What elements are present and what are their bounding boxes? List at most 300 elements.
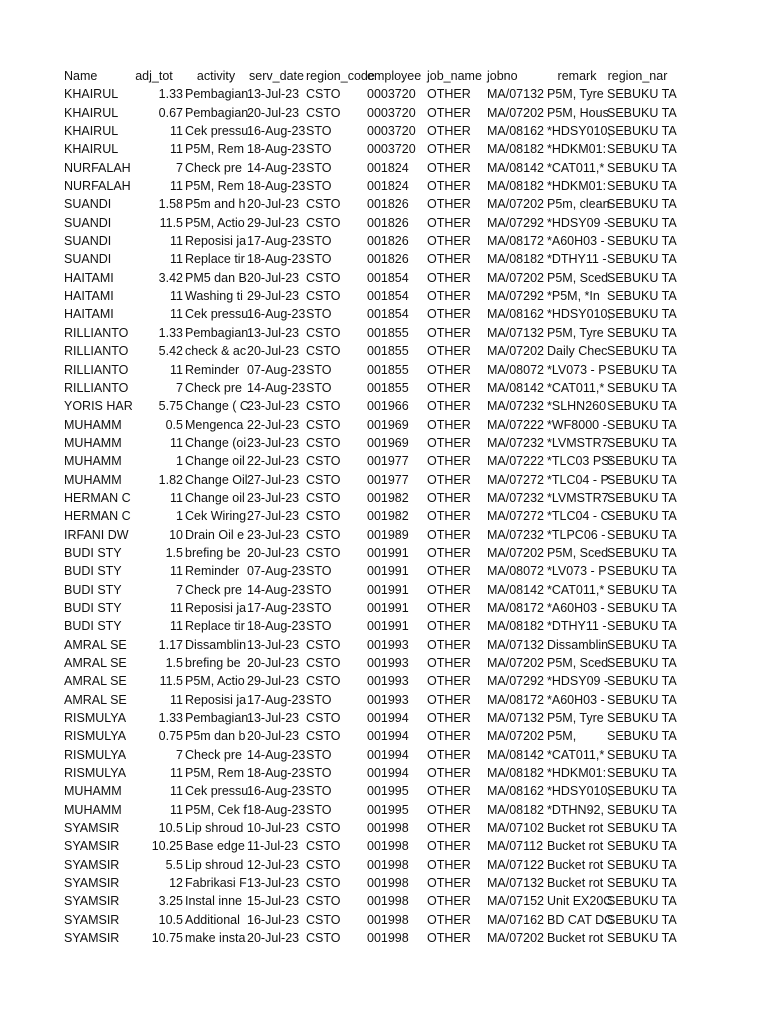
activity-cell[interactable]: Mengenca xyxy=(185,417,244,432)
activity-cell[interactable]: Change ( C xyxy=(185,399,249,414)
employee-cell[interactable]: 001982 xyxy=(367,509,409,524)
remark-cell[interactable]: *HDSY010, xyxy=(547,124,611,139)
adj-tot-cell[interactable]: 1.58 xyxy=(158,197,183,212)
remark-cell[interactable]: P5M, xyxy=(547,729,577,744)
name-cell[interactable]: RILLIANTO xyxy=(64,362,129,377)
name-cell[interactable]: AMRAL SE xyxy=(64,674,127,689)
job-name-cell[interactable]: OTHER xyxy=(427,325,471,340)
region-code-cell[interactable]: STO xyxy=(306,179,332,194)
employee-cell[interactable]: 001998 xyxy=(367,894,409,909)
region-code-cell[interactable]: CSTO xyxy=(306,472,341,487)
jobno-cell[interactable]: MA/07162 xyxy=(487,912,544,927)
employee-cell[interactable]: 001998 xyxy=(367,876,409,891)
jobno-cell[interactable]: MA/07292 xyxy=(487,215,544,230)
activity-cell[interactable]: Change (oi xyxy=(185,435,247,450)
region-name-cell[interactable]: SEBUKU TA xyxy=(607,582,677,597)
employee-cell[interactable]: 001991 xyxy=(367,545,409,560)
region-code-cell[interactable]: CSTO xyxy=(306,857,341,872)
serv-date-cell[interactable]: 16-Aug-23 xyxy=(247,124,306,139)
serv-date-cell[interactable]: 18-Aug-23 xyxy=(247,766,306,781)
jobno-cell[interactable]: MA/08072 xyxy=(487,564,544,579)
serv-date-cell[interactable]: 20-Jul-23 xyxy=(247,656,300,670)
activity-cell[interactable]: Base edge xyxy=(185,839,245,854)
activity-cell[interactable]: make insta xyxy=(185,931,246,946)
region-name-cell[interactable]: SEBUKU TA xyxy=(607,839,677,854)
adj-tot-cell[interactable]: 11 xyxy=(170,307,183,322)
name-cell[interactable]: IRFANI DW xyxy=(64,527,129,542)
activity-cell[interactable]: Change oil xyxy=(185,490,245,505)
adj-tot-cell[interactable]: 11 xyxy=(170,252,183,267)
serv-date-cell[interactable]: 13-Jul-23 xyxy=(247,711,300,726)
jobno-cell[interactable]: MA/07232 xyxy=(487,490,544,505)
remark-cell[interactable]: Bucket rot xyxy=(547,931,604,946)
adj-tot-cell[interactable]: 3.42 xyxy=(158,270,183,285)
name-cell[interactable]: SUANDI xyxy=(64,197,112,212)
region-code-cell[interactable]: CSTO xyxy=(306,344,341,359)
adj-tot-cell[interactable]: 7 xyxy=(176,380,183,395)
region-code-cell[interactable]: CSTO xyxy=(306,545,341,560)
jobno-cell[interactable]: MA/07112 xyxy=(487,839,544,854)
job-name-cell[interactable]: OTHER xyxy=(427,490,471,505)
region-name-cell[interactable]: SEBUKU TA xyxy=(607,802,677,817)
employee-cell[interactable]: 001993 xyxy=(367,637,409,652)
remark-cell[interactable]: *P5M, *In xyxy=(547,289,600,304)
serv-date-cell[interactable]: 20-Jul-23 xyxy=(247,344,300,359)
name-cell[interactable]: MUHAMM xyxy=(64,435,122,450)
jobno-cell[interactable]: MA/08182 xyxy=(487,142,544,157)
adj-tot-cell[interactable]: 3.25 xyxy=(158,894,183,909)
region-code-cell[interactable]: CSTO xyxy=(306,289,341,304)
region-code-cell[interactable]: CSTO xyxy=(306,197,341,212)
job-name-cell[interactable]: OTHER xyxy=(427,142,471,157)
remark-cell[interactable]: *LVMSTR7 xyxy=(547,490,609,505)
adj-tot-cell[interactable]: 11 xyxy=(170,124,183,139)
jobno-cell[interactable]: MA/07232 xyxy=(487,435,544,450)
remark-cell[interactable]: *HDSY010, xyxy=(547,307,611,322)
job-name-cell[interactable]: OTHER xyxy=(427,729,471,744)
remark-cell[interactable]: Dissamblin xyxy=(547,637,609,652)
adj-tot-cell[interactable]: 12 xyxy=(169,876,183,891)
jobno-cell[interactable]: MA/08182 xyxy=(487,802,544,817)
region-code-cell[interactable]: STO xyxy=(306,307,332,322)
name-cell[interactable]: AMRAL SE xyxy=(64,637,127,652)
serv-date-cell[interactable]: 12-Jul-23 xyxy=(247,857,300,872)
activity-cell[interactable]: brefing be xyxy=(185,656,241,670)
region-code-cell[interactable]: CSTO xyxy=(306,894,341,909)
remark-cell[interactable]: *TLC04 - P xyxy=(547,472,609,487)
activity-cell[interactable]: brefing be xyxy=(185,545,241,560)
name-cell[interactable]: BUDI STY xyxy=(64,600,122,615)
jobno-cell[interactable]: MA/08072 xyxy=(487,362,544,377)
column-header-remark[interactable]: remark xyxy=(557,69,597,83)
region-code-cell[interactable]: CSTO xyxy=(306,435,341,450)
remark-cell[interactable]: *HDKM01: xyxy=(547,179,607,194)
region-name-cell[interactable]: SEBUKU TA xyxy=(607,270,677,285)
employee-cell[interactable]: 001824 xyxy=(367,179,409,194)
column-header-employee[interactable]: employee xyxy=(367,69,422,83)
jobno-cell[interactable]: MA/07202 xyxy=(487,931,544,946)
activity-cell[interactable]: Reposisi ja xyxy=(185,600,247,615)
activity-cell[interactable]: Additional xyxy=(185,912,240,927)
region-name-cell[interactable]: SEBUKU TA xyxy=(607,417,677,432)
serv-date-cell[interactable]: 10-Jul-23 xyxy=(247,821,300,836)
jobno-cell[interactable]: MA/07122 xyxy=(487,857,544,872)
job-name-cell[interactable]: OTHER xyxy=(427,545,471,560)
remark-cell[interactable]: *CAT011,* xyxy=(547,582,605,597)
job-name-cell[interactable]: OTHER xyxy=(427,600,471,615)
job-name-cell[interactable]: OTHER xyxy=(427,656,471,670)
jobno-cell[interactable]: MA/08142 xyxy=(487,582,544,597)
remark-cell[interactable]: *HDSY010, xyxy=(547,784,611,799)
jobno-cell[interactable]: MA/08182 xyxy=(487,179,544,194)
serv-date-cell[interactable]: 20-Jul-23 xyxy=(247,931,300,946)
adj-tot-cell[interactable]: 11 xyxy=(170,362,183,377)
remark-cell[interactable]: *CAT011,* xyxy=(547,747,605,762)
name-cell[interactable]: HERMAN C xyxy=(64,509,131,524)
region-code-cell[interactable]: CSTO xyxy=(306,417,341,432)
serv-date-cell[interactable]: 23-Jul-23 xyxy=(247,399,300,414)
employee-cell[interactable]: 001991 xyxy=(367,619,409,634)
employee-cell[interactable]: 001855 xyxy=(367,380,409,395)
job-name-cell[interactable]: OTHER xyxy=(427,857,471,872)
region-name-cell[interactable]: SEBUKU TA xyxy=(607,857,677,872)
job-name-cell[interactable]: OTHER xyxy=(427,619,471,634)
jobno-cell[interactable]: MA/08162 xyxy=(487,784,544,799)
employee-cell[interactable]: 001969 xyxy=(367,417,409,432)
adj-tot-cell[interactable]: 11 xyxy=(170,692,183,707)
name-cell[interactable]: RILLIANTO xyxy=(64,344,129,359)
job-name-cell[interactable]: OTHER xyxy=(427,692,471,707)
region-name-cell[interactable]: SEBUKU TA xyxy=(607,931,677,946)
activity-cell[interactable]: P5M, Rem xyxy=(185,766,245,781)
region-name-cell[interactable]: SEBUKU TA xyxy=(607,472,677,487)
region-name-cell[interactable]: SEBUKU TA xyxy=(607,564,677,579)
job-name-cell[interactable]: OTHER xyxy=(427,821,471,836)
jobno-cell[interactable]: MA/07152 xyxy=(487,894,544,909)
job-name-cell[interactable]: OTHER xyxy=(427,179,471,194)
activity-cell[interactable]: Replace tir xyxy=(185,252,245,267)
region-code-cell[interactable]: CSTO xyxy=(306,87,341,102)
jobno-cell[interactable]: MA/08182 xyxy=(487,252,544,267)
jobno-cell[interactable]: MA/07132 xyxy=(487,876,544,891)
name-cell[interactable]: SYAMSIR xyxy=(64,876,120,891)
employee-cell[interactable]: 001998 xyxy=(367,857,409,872)
job-name-cell[interactable]: OTHER xyxy=(427,307,471,322)
column-header-name[interactable]: Name xyxy=(64,69,98,83)
region-name-cell[interactable]: SEBUKU TA xyxy=(607,380,677,395)
region-name-cell[interactable]: SEBUKU TA xyxy=(607,894,677,909)
adj-tot-cell[interactable]: 1.17 xyxy=(158,637,183,652)
adj-tot-cell[interactable]: 1.33 xyxy=(158,711,183,726)
remark-cell[interactable]: Bucket rot xyxy=(547,821,604,836)
name-cell[interactable]: KHAIRUL xyxy=(64,142,119,157)
region-name-cell[interactable]: SEBUKU TA xyxy=(607,252,677,267)
jobno-cell[interactable]: MA/07292 xyxy=(487,674,544,689)
serv-date-cell[interactable]: 22-Jul-23 xyxy=(247,454,300,469)
remark-cell[interactable]: P5M, Tyre xyxy=(547,87,604,102)
region-name-cell[interactable]: SEBUKU TA xyxy=(607,344,677,359)
activity-cell[interactable]: Check pre xyxy=(185,582,242,597)
employee-cell[interactable]: 001998 xyxy=(367,912,409,927)
activity-cell[interactable]: Pembagian xyxy=(185,105,249,120)
adj-tot-cell[interactable]: 11 xyxy=(170,179,183,194)
serv-date-cell[interactable]: 13-Jul-23 xyxy=(247,325,300,340)
name-cell[interactable]: SYAMSIR xyxy=(64,857,120,872)
serv-date-cell[interactable]: 16-Jul-23 xyxy=(247,912,300,927)
serv-date-cell[interactable]: 16-Aug-23 xyxy=(247,784,306,799)
adj-tot-cell[interactable]: 10 xyxy=(169,527,183,542)
name-cell[interactable]: RISMULYA xyxy=(64,711,127,726)
adj-tot-cell[interactable]: 5.75 xyxy=(158,399,183,414)
name-cell[interactable]: SYAMSIR xyxy=(64,821,120,836)
serv-date-cell[interactable]: 18-Aug-23 xyxy=(247,619,306,634)
job-name-cell[interactable]: OTHER xyxy=(427,270,471,285)
serv-date-cell[interactable]: 07-Aug-23 xyxy=(247,362,306,377)
remark-cell[interactable]: Unit EX20C xyxy=(547,894,613,909)
region-name-cell[interactable]: SEBUKU TA xyxy=(607,545,677,560)
region-name-cell[interactable]: SEBUKU TA xyxy=(607,619,677,634)
employee-cell[interactable]: 001826 xyxy=(367,215,409,230)
remark-cell[interactable]: BD CAT DC xyxy=(547,912,614,927)
serv-date-cell[interactable]: 17-Aug-23 xyxy=(247,234,306,249)
serv-date-cell[interactable]: 14-Aug-23 xyxy=(247,582,306,597)
remark-cell[interactable]: P5M, Sced xyxy=(547,545,609,560)
region-code-cell[interactable]: CSTO xyxy=(306,839,341,854)
job-name-cell[interactable]: OTHER xyxy=(427,87,471,102)
adj-tot-cell[interactable]: 11 xyxy=(170,784,183,799)
jobno-cell[interactable]: MA/07202 xyxy=(487,105,544,120)
job-name-cell[interactable]: OTHER xyxy=(427,784,471,799)
region-name-cell[interactable]: SEBUKU TA xyxy=(607,692,677,707)
region-code-cell[interactable]: CSTO xyxy=(306,912,341,927)
activity-cell[interactable]: P5M, Actio xyxy=(185,215,245,230)
remark-cell[interactable]: P5M, Tyre xyxy=(547,711,604,726)
remark-cell[interactable]: Bucket rot xyxy=(547,839,604,854)
name-cell[interactable]: BUDI STY xyxy=(64,582,122,597)
employee-cell[interactable]: 001998 xyxy=(367,821,409,836)
region-code-cell[interactable]: CSTO xyxy=(306,215,341,230)
name-cell[interactable]: RILLIANTO xyxy=(64,325,129,340)
employee-cell[interactable]: 001998 xyxy=(367,931,409,946)
remark-cell[interactable]: *TLC04 - C xyxy=(547,509,610,524)
name-cell[interactable]: MUHAMM xyxy=(64,784,122,799)
serv-date-cell[interactable]: 27-Jul-23 xyxy=(247,509,300,524)
region-code-cell[interactable]: CSTO xyxy=(306,729,341,744)
name-cell[interactable]: SYAMSIR xyxy=(64,931,120,946)
employee-cell[interactable]: 0003720 xyxy=(367,124,416,139)
remark-cell[interactable]: *SLHN260 xyxy=(547,399,607,414)
jobno-cell[interactable]: MA/08142 xyxy=(487,160,544,175)
jobno-cell[interactable]: MA/07222 xyxy=(487,417,544,432)
jobno-cell[interactable]: MA/07202 xyxy=(487,197,544,212)
adj-tot-cell[interactable]: 11.5 xyxy=(159,215,183,230)
adj-tot-cell[interactable]: 5.5 xyxy=(165,857,183,872)
serv-date-cell[interactable]: 13-Jul-23 xyxy=(247,87,300,102)
adj-tot-cell[interactable]: 11 xyxy=(170,435,183,450)
serv-date-cell[interactable]: 20-Jul-23 xyxy=(247,729,300,744)
region-name-cell[interactable]: SEBUKU TA xyxy=(607,289,677,304)
region-code-cell[interactable]: CSTO xyxy=(306,325,341,340)
region-code-cell[interactable]: CSTO xyxy=(306,711,341,726)
jobno-cell[interactable]: MA/07132 xyxy=(487,87,544,102)
adj-tot-cell[interactable]: 11 xyxy=(170,600,183,615)
jobno-cell[interactable]: MA/08162 xyxy=(487,124,544,139)
region-name-cell[interactable]: SEBUKU TA xyxy=(607,912,677,927)
region-code-cell[interactable]: CSTO xyxy=(306,674,341,689)
employee-cell[interactable]: 001854 xyxy=(367,289,409,304)
region-code-cell[interactable]: STO xyxy=(306,582,332,597)
serv-date-cell[interactable]: 11-Jul-23 xyxy=(247,839,299,854)
job-name-cell[interactable]: OTHER xyxy=(427,124,471,139)
name-cell[interactable]: SUANDI xyxy=(64,234,112,249)
job-name-cell[interactable]: OTHER xyxy=(427,252,471,267)
name-cell[interactable]: HAITAMI xyxy=(64,289,114,304)
region-name-cell[interactable]: SEBUKU TA xyxy=(607,197,677,212)
job-name-cell[interactable]: OTHER xyxy=(427,399,471,414)
job-name-cell[interactable]: OTHER xyxy=(427,766,471,781)
remark-cell[interactable]: *DTHN92, xyxy=(547,802,604,817)
remark-cell[interactable]: *TLC03 PS: xyxy=(547,454,614,469)
employee-cell[interactable]: 001998 xyxy=(367,839,409,854)
column-header-jobno[interactable]: jobno xyxy=(487,69,518,83)
name-cell[interactable]: BUDI STY xyxy=(64,564,122,579)
name-cell[interactable]: RISMULYA xyxy=(64,766,127,781)
remark-cell[interactable]: P5M, Sced xyxy=(547,270,609,285)
serv-date-cell[interactable]: 14-Aug-23 xyxy=(247,747,306,762)
name-cell[interactable]: NURFALAH xyxy=(64,160,131,175)
serv-date-cell[interactable]: 22-Jul-23 xyxy=(247,417,300,432)
employee-cell[interactable]: 001991 xyxy=(367,600,409,615)
jobno-cell[interactable]: MA/07272 xyxy=(487,472,544,487)
region-name-cell[interactable]: SEBUKU TA xyxy=(607,179,677,194)
employee-cell[interactable]: 001995 xyxy=(367,784,409,799)
region-name-cell[interactable]: SEBUKU TA xyxy=(607,876,677,891)
activity-cell[interactable]: Fabrikasi F xyxy=(185,876,247,891)
remark-cell[interactable]: *HDKM01: xyxy=(547,142,607,157)
employee-cell[interactable]: 001855 xyxy=(367,344,409,359)
region-name-cell[interactable]: SEBUKU TA xyxy=(607,656,677,670)
column-header-activity[interactable]: activity xyxy=(196,69,236,83)
adj-tot-cell[interactable]: 1.5 xyxy=(165,545,183,560)
employee-cell[interactable]: 001826 xyxy=(367,252,409,267)
region-name-cell[interactable]: SEBUKU TA xyxy=(607,142,677,157)
adj-tot-cell[interactable]: 11 xyxy=(170,619,183,634)
adj-tot-cell[interactable]: 1.5 xyxy=(165,656,183,670)
adj-tot-cell[interactable]: 11 xyxy=(170,289,183,304)
serv-date-cell[interactable]: 20-Jul-23 xyxy=(247,270,300,285)
activity-cell[interactable]: Instal inne xyxy=(185,894,242,909)
remark-cell[interactable]: Bucket rot xyxy=(547,876,604,891)
remark-cell[interactable]: *A60H03 - xyxy=(547,234,605,249)
employee-cell[interactable]: 001855 xyxy=(367,362,409,377)
adj-tot-cell[interactable]: 11 xyxy=(170,490,183,505)
job-name-cell[interactable]: OTHER xyxy=(427,564,471,579)
adj-tot-cell[interactable]: 11 xyxy=(170,802,183,817)
employee-cell[interactable]: 001989 xyxy=(367,527,409,542)
region-name-cell[interactable]: SEBUKU TA xyxy=(607,87,677,102)
adj-tot-cell[interactable]: 0.67 xyxy=(158,105,183,120)
remark-cell[interactable]: *LV073 - P xyxy=(547,362,607,377)
job-name-cell[interactable]: OTHER xyxy=(427,435,471,450)
job-name-cell[interactable]: OTHER xyxy=(427,160,471,175)
name-cell[interactable]: SYAMSIR xyxy=(64,839,120,854)
serv-date-cell[interactable]: 13-Jul-23 xyxy=(247,876,300,891)
jobno-cell[interactable]: MA/08182 xyxy=(487,766,544,781)
region-code-cell[interactable]: STO xyxy=(306,784,332,799)
job-name-cell[interactable]: OTHER xyxy=(427,472,471,487)
serv-date-cell[interactable]: 23-Jul-23 xyxy=(247,527,300,542)
serv-date-cell[interactable]: 17-Aug-23 xyxy=(247,692,306,707)
remark-cell[interactable]: *A60H03 - xyxy=(547,600,605,615)
region-name-cell[interactable]: SEBUKU TA xyxy=(607,729,677,744)
activity-cell[interactable]: check & ac xyxy=(185,344,247,359)
column-header-region-code[interactable]: region_code xyxy=(306,69,375,83)
jobno-cell[interactable]: MA/08182 xyxy=(487,619,544,634)
region-code-cell[interactable]: STO xyxy=(306,564,332,579)
region-name-cell[interactable]: SEBUKU TA xyxy=(607,821,677,836)
employee-cell[interactable]: 001993 xyxy=(367,692,409,707)
jobno-cell[interactable]: MA/07132 xyxy=(487,637,544,652)
job-name-cell[interactable]: OTHER xyxy=(427,839,471,854)
jobno-cell[interactable]: MA/07232 xyxy=(487,399,544,414)
serv-date-cell[interactable]: 07-Aug-23 xyxy=(247,564,306,579)
activity-cell[interactable]: Cek pressu xyxy=(185,784,249,799)
job-name-cell[interactable]: OTHER xyxy=(427,747,471,762)
name-cell[interactable]: RISMULYA xyxy=(64,729,127,744)
jobno-cell[interactable]: MA/07202 xyxy=(487,545,544,560)
jobno-cell[interactable]: MA/07272 xyxy=(487,509,544,524)
name-cell[interactable]: KHAIRUL xyxy=(64,105,119,120)
serv-date-cell[interactable]: 18-Aug-23 xyxy=(247,802,306,817)
region-code-cell[interactable]: STO xyxy=(306,747,332,762)
employee-cell[interactable]: 0003720 xyxy=(367,105,416,120)
region-code-cell[interactable]: CSTO xyxy=(306,656,341,670)
job-name-cell[interactable]: OTHER xyxy=(427,454,471,469)
remark-cell[interactable]: *HDSY09 - xyxy=(547,674,609,689)
employee-cell[interactable]: 0003720 xyxy=(367,87,416,102)
job-name-cell[interactable]: OTHER xyxy=(427,582,471,597)
region-code-cell[interactable]: CSTO xyxy=(306,821,341,836)
job-name-cell[interactable]: OTHER xyxy=(427,876,471,891)
employee-cell[interactable]: 001994 xyxy=(367,766,409,781)
name-cell[interactable]: AMRAL SE xyxy=(64,692,127,707)
adj-tot-cell[interactable]: 11 xyxy=(170,142,183,157)
job-name-cell[interactable]: OTHER xyxy=(427,674,471,689)
job-name-cell[interactable]: OTHER xyxy=(427,637,471,652)
name-cell[interactable]: KHAIRUL xyxy=(64,124,119,139)
name-cell[interactable]: MUHAMM xyxy=(64,472,122,487)
serv-date-cell[interactable]: 20-Jul-23 xyxy=(247,197,300,212)
activity-cell[interactable]: Cek pressu xyxy=(185,124,249,139)
name-cell[interactable]: SUANDI xyxy=(64,215,112,230)
region-code-cell[interactable]: CSTO xyxy=(306,399,341,414)
name-cell[interactable]: YORIS HAR xyxy=(64,399,133,414)
adj-tot-cell[interactable]: 1.33 xyxy=(158,87,183,102)
region-name-cell[interactable]: SEBUKU TA xyxy=(607,160,677,175)
region-code-cell[interactable]: CSTO xyxy=(306,931,341,946)
region-name-cell[interactable]: SEBUKU TA xyxy=(607,454,677,469)
serv-date-cell[interactable]: 27-Jul-23 xyxy=(247,472,300,487)
job-name-cell[interactable]: OTHER xyxy=(427,380,471,395)
name-cell[interactable]: MUHAMM xyxy=(64,802,122,817)
region-code-cell[interactable]: STO xyxy=(306,600,332,615)
employee-cell[interactable]: 001977 xyxy=(367,454,409,469)
adj-tot-cell[interactable]: 10.5 xyxy=(158,912,183,927)
name-cell[interactable]: HERMAN C xyxy=(64,490,131,505)
jobno-cell[interactable]: MA/08142 xyxy=(487,747,544,762)
column-header-job-name[interactable]: job_name xyxy=(427,69,482,83)
name-cell[interactable]: MUHAMM xyxy=(64,454,122,469)
